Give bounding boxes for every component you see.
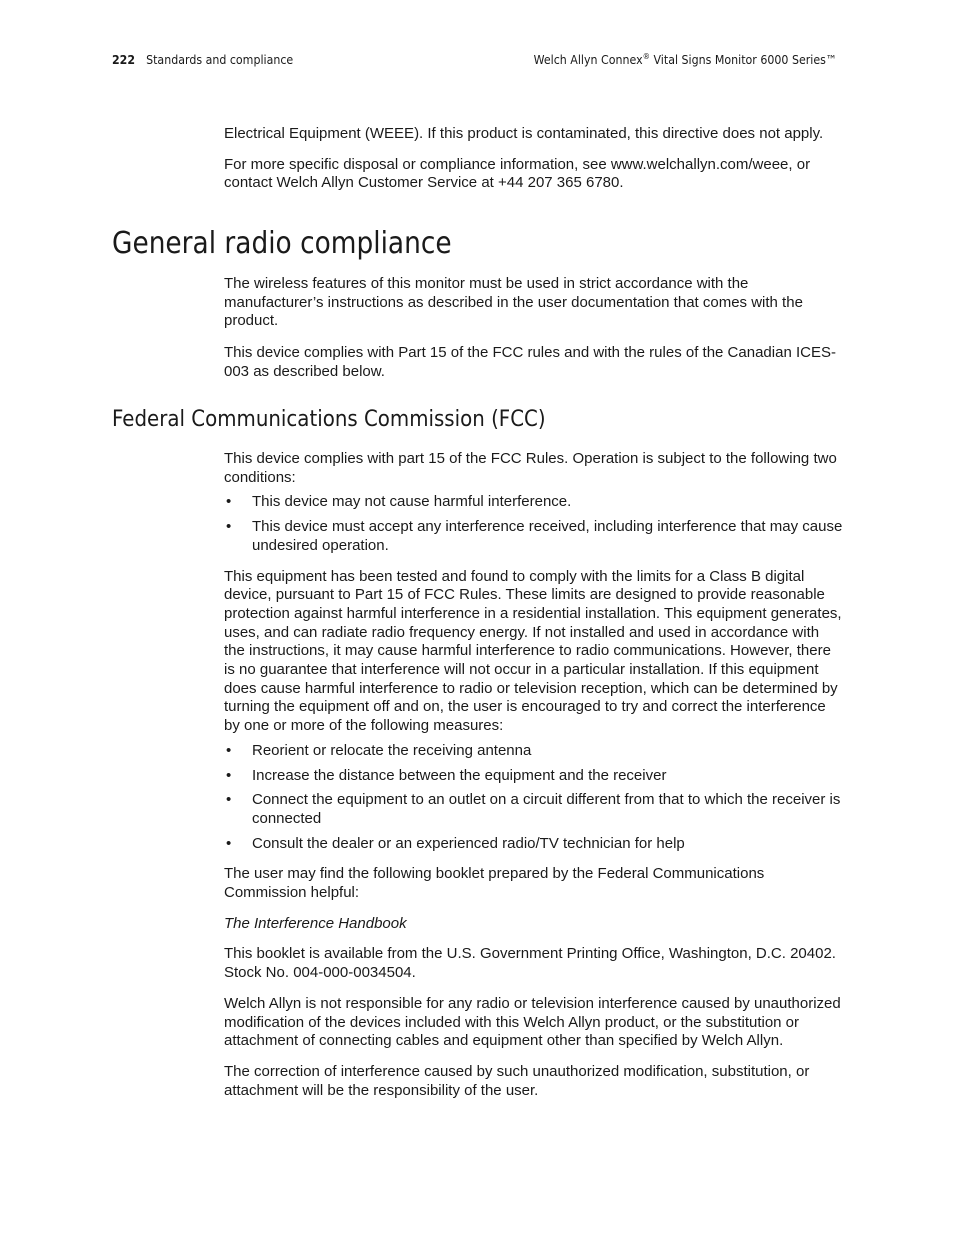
fcc-paragraph-2: This equipment has been tested and found to comply with the limits for a Class B digital device, pursuant to Part 15 of FCC Rules. These limits are designed to provide reasonable protection against harmful interference in a residential installation. This equipment generates, uses, and can radiate radio frequency energy. If not installed and used in accordance with the instructions, it may cause harmful interference to radio communications. However, there is no guarantee that interference will not occur in a particular installation. If this equipment does cause harmful interference to radio or television reception, which can be determined by turning the equipment off and on, the user is encouraged to try and correct the interference by one or more of the following measures: (224, 567, 842, 735)
general-radio-heading: General radio compliance (112, 226, 452, 261)
intro-block (224, 125, 844, 193)
list-item-text: Increase the distance between the equipment and the receiver (252, 766, 667, 784)
document-title-suffix: Vital Signs Monitor 6000 Series™ (649, 53, 837, 67)
general-radio-paragraph-1: The wireless features of this monitor must be used in strict accordance with the manufacturer’s instructions as described in the user documentation that comes with the product. (224, 275, 803, 330)
list-item (224, 835, 844, 854)
general-radio-block (224, 275, 844, 382)
list-item (224, 742, 844, 761)
general-radio-paragraph-2: This device complies with Part 15 of the FCC rules and with the rules of the Canadian ICES-003 as described below. (224, 344, 836, 380)
list-item-text: This device must accept any interference received, including interference that may cause undesired operation. (252, 518, 843, 554)
list-item-text: This device may not cause harmful interference. (252, 493, 572, 511)
intro-paragraph-2: For more specific disposal or compliance information, see www.welchallyn.com/weee, or contact Welch Allyn Customer Service at +44 207 365 6780. (224, 155, 811, 192)
document-title (534, 51, 837, 69)
intro-paragraph-1: Electrical Equipment (WEEE). If this product is contaminated, this directive does not apply. (224, 125, 824, 142)
list-item-text: Consult the dealer or an experienced radio/TV technician for help (252, 834, 685, 852)
list-item (224, 791, 844, 828)
bullet-icon: • (226, 741, 232, 759)
bullet-icon: • (226, 766, 232, 784)
document-title-prefix: Welch Allyn Connex (533, 53, 643, 67)
registered-mark: ® (642, 52, 650, 61)
bullet-icon: • (226, 518, 232, 536)
bullet-icon: • (226, 834, 232, 852)
list-item-text: Reorient or relocate the receiving antenna (252, 741, 532, 759)
fcc-heading: Federal Communications Commission (FCC) (112, 407, 546, 432)
list-item (224, 518, 844, 555)
fcc-paragraph-1: This device complies with part 15 of the FCC Rules. Operation is subject to the following two conditions: (224, 450, 837, 486)
page-header (112, 51, 837, 69)
page-number: 222 (112, 53, 136, 67)
list-item (224, 493, 844, 512)
list-item (224, 767, 844, 786)
fcc-paragraph-6: The correction of interference caused by such unauthorized modification, substitution, or attachment will be the responsibility of the user. (224, 1062, 810, 1099)
booklet-title: The Interference Handbook (224, 914, 407, 932)
fcc-paragraph-5: Welch Allyn is not responsible for any radio or television interference caused by unauthorized modification of the devices included with this Welch Allyn product, or the substitution or attachment of connecting cables and equipment other than specified by Welch Allyn. (224, 994, 841, 1050)
fcc-conditions-list (224, 493, 844, 555)
bullet-icon: • (226, 791, 232, 809)
fcc-paragraph-4: This booklet is available from the U.S. Government Printing Office, Washington, D.C. 20402. Stock No. 004-000-0034504. (224, 945, 836, 982)
section-title: Standards and compliance (146, 53, 294, 67)
fcc-measures-list (224, 742, 844, 854)
fcc-paragraph-3: The user may find the following booklet prepared by the Federal Communications Commission helpful: (224, 865, 765, 902)
list-item-text: Connect the equipment to an outlet on a circuit different from that to which the receiver is connected (252, 791, 841, 827)
bullet-icon: • (226, 493, 232, 511)
fcc-block (224, 450, 844, 1100)
